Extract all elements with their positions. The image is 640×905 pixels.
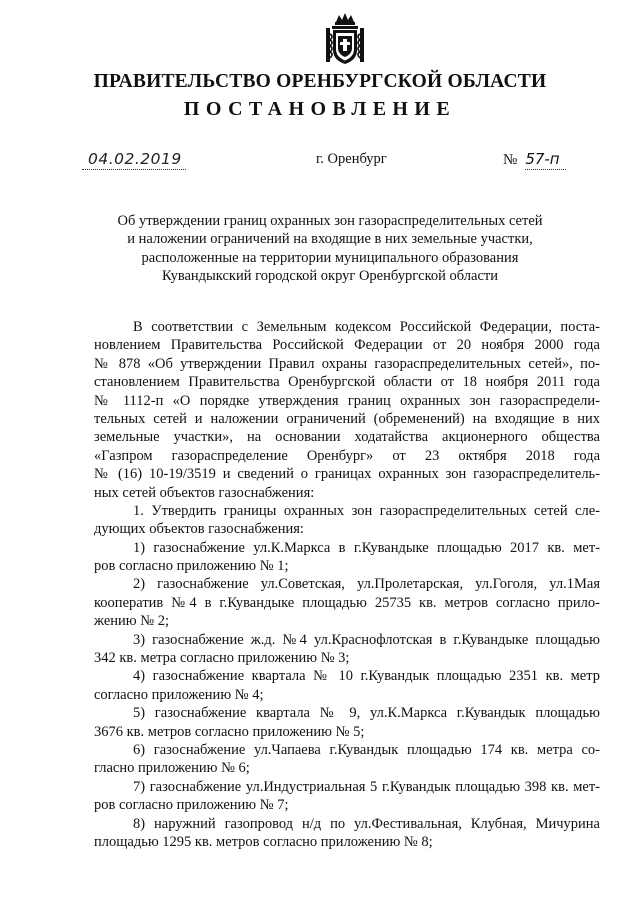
- body-line: ров согласно приложению № 1;: [94, 558, 289, 575]
- body-line: 6) газоснабжение ул.Чапаева г.Кувандык площадью 174 кв. метра со-: [133, 741, 600, 758]
- body-line: новлением Правительства Российской Федерации от 20 ноября 2000 года: [94, 337, 600, 354]
- subject-line: и наложении ограничений на входящие в них земельные участки,: [127, 231, 533, 248]
- body-line: ров согласно приложению № 7;: [94, 797, 289, 814]
- body-line: тельных сетей и наложении ограничений (обременений) на входящие в них: [94, 410, 600, 427]
- body-line: 342 кв. метра согласно приложению № 3;: [94, 650, 350, 667]
- body-line: 3676 кв. метров согласно приложению № 5;: [94, 723, 365, 740]
- body-line: № (16) 10-19/3519 и сведений о границах охранных зон газораспределитель-: [94, 466, 600, 483]
- subject-line: Кувандыкский городской округ Оренбургской области: [162, 268, 498, 285]
- body-line: 1) газоснабжение ул.К.Маркса в г.Кувандыке площадью 2017 кв. мет-: [133, 539, 600, 556]
- document-body: [94, 318, 600, 851]
- body-line: жению № 2;: [94, 613, 169, 630]
- body-line: «Газпром газораспределение Оренбург» от 23 октября 2018 года: [94, 447, 600, 464]
- body-line: 8) наружний газопровод н/д по ул.Фестивальная, Клубная, Мичурина: [133, 815, 600, 832]
- body-line: согласно приложению № 4;: [94, 686, 264, 703]
- body-line: В соответствии с Земельным кодексом Российской Федерации, поста-: [133, 319, 600, 335]
- number-sign: №: [503, 152, 518, 168]
- subject-line: Об утверждении границ охранных зон газораспределительных сетей: [117, 213, 543, 229]
- body-line: площадью 1295 кв. метров согласно приложению № 8;: [94, 833, 433, 850]
- document-subject: [110, 212, 550, 286]
- body-line: становлением Правительства Оренбургской области от 18 ноября 2011 года: [94, 374, 600, 391]
- body-line: № 878 «Об утверждении Правил охраны газораспределительных сетей», по-: [94, 355, 600, 372]
- subject-line: расположенные на территории муниципального образования: [141, 249, 519, 266]
- document-city: г. Оренбург: [316, 151, 387, 167]
- body-line: земельные участки», на основании ходатайства акционерного общества: [94, 429, 600, 446]
- document-number: [503, 150, 560, 169]
- document-number-value: 57-п: [525, 150, 560, 168]
- body-line: № 1112-п «О порядке утверждения границ охранных зон газораспредели-: [94, 392, 600, 409]
- body-line: кооператив №4 в г.Кувандыке площадью 25735 кв. метров согласно прило-: [94, 594, 600, 611]
- body-line: 5) газоснабжение квартала № 9, ул.К.Маркса г.Кувандык площадью: [133, 705, 600, 722]
- body-line: гласно приложению № 6;: [94, 760, 250, 777]
- body-line: ных сетей объектов газоснабжения:: [94, 484, 315, 501]
- organization-title: ПРАВИТЕЛЬСТВО ОРЕНБУРГСКОЙ ОБЛАСТИ: [93, 71, 547, 92]
- body-line: 7) газоснабжение ул.Индустриальная 5 г.Кувандык площадью 398 кв. мет-: [133, 778, 600, 795]
- body-line: 4) газоснабжение квартала № 10 г.Кувандык площадью 2351 кв. метр: [133, 668, 600, 685]
- body-line: 3) газоснабжение ж.д. №4 ул.Краснофлотская в г.Кувандыке площадью: [133, 631, 600, 648]
- body-line: 2) газоснабжение ул.Советская, ул.Пролетарская, ул.Гоголя, ул.1Мая: [133, 576, 600, 593]
- document-type-title: ПОСТАНОВЛЕНИЕ: [183, 98, 457, 120]
- body-line: дующих объектов газоснабжения:: [94, 521, 304, 538]
- document-date-value: 04.02.2019: [88, 150, 182, 168]
- body-line: 1. Утвердить границы охранных зон газораспределительных сетей сле-: [133, 502, 600, 519]
- coat-of-arms-emblem: [322, 12, 368, 66]
- document-date: [88, 150, 182, 168]
